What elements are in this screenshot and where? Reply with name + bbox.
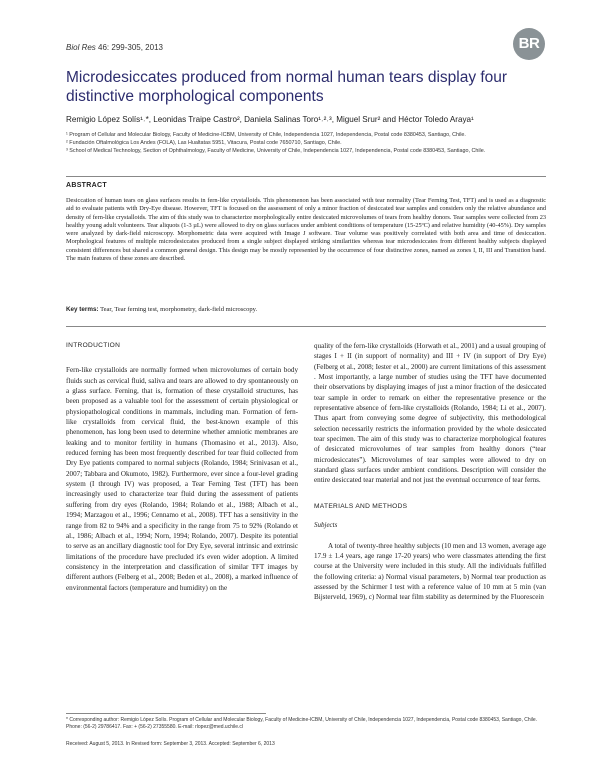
subjects-subheading: Subjects: [314, 521, 338, 530]
introduction-heading: INTRODUCTION: [66, 342, 121, 349]
keywords-text: Tear, Tear ferning test, morphometry, dark-field microscopy.: [100, 306, 258, 313]
divider-top: [66, 176, 546, 177]
journal-citation: [66, 43, 163, 52]
affiliations: [66, 131, 541, 155]
subjects-paragraph: A total of twenty-three healthy subjects (10 men and 13 women, average age 17.9 ± 1.4 years, age range 17-20 years) who were classmates attending the first course at the University were included in this study. All the individuals fulfilled the following criteria: a) Normal visual parameters, b) Normal tear production as assessed by the Schirmer I test with a reference value of 10 mm at 5 min (van Bijsterveld, 1969), c) Normal tear film stability as determined by the Fluorescein: [314, 541, 546, 602]
abstract-heading: ABSTRACT: [66, 182, 107, 189]
divider-abstract: [66, 326, 546, 327]
article-title: Microdesiccates produced from normal human tears display four distinctive morphological components: [66, 69, 508, 105]
author-list: Remigio López Solís¹˒*, Leonidas Traipe Castro², Daniela Salinas Toro¹˒²˒³, Miguel Srur² and Héctor Toledo Araya¹: [66, 115, 474, 124]
introduction-paragraph-2: quality of the fern-like crystalloids (Horwath et al., 2001) and a usual grouping of stages I + II (in support of normality) and III + IV (in support of Dry Eye) (Felberg et al., 2008; Iester et al., 2000) are current limitations of this assessment . Most importantly, a large number of studies using the TFT have documented their observations by displaying images of just a minor fraction of the desiccated tear sample in order to remark on either the representative presence or the representative absence of fern-like crystalloids (Rolando, 1984; Li et al., 2007). Thus apart from conveying some degree of subjectivity, this methodological selection necessarily restricts the information provided by the whole desiccated tear specimen. The aim of this study was to characterize morphological features of desiccated microvolumes of tear samples from healthy donors (“tear microdesiccates”). Microvolumes of tear samples were allowed to dry on standard glass surfaces under ambient conditions. Description will consider the entire desiccated tear material and not just the eventual occurrence of tear ferns.: [314, 342, 546, 485]
journal-volume-pages: 46: 299-305, 2013: [98, 43, 163, 52]
footnote-divider: [66, 713, 266, 714]
journal-name: Biol Res: [66, 43, 96, 52]
column-left: [66, 341, 298, 593]
journal-logo: BR: [513, 28, 545, 60]
affiliation-2: ² Fundación Oftalmológica Los Andes (FOLA), Las Hualtatas 5951, Vitacura, Postal code 7650710, Santiago, Chile.: [66, 140, 342, 146]
keywords: [66, 306, 546, 313]
methods-heading: MATERIALS AND METHODS: [314, 502, 408, 510]
submission-dates: Received: August 5, 2013. In Revised form: September 3, 2013. Accepted: September 6, 2013: [66, 741, 275, 747]
affiliation-1: ¹ Program of Cellular and Molecular Biology, Faculty of Medicine-ICBM, University of Chile, Independencia 1027, Independencia, Postal code 8380453, Santiago, Chile.: [66, 132, 466, 138]
column-right: [314, 341, 546, 603]
keywords-label: Key terms:: [66, 306, 99, 313]
introduction-paragraph-1: Fern-like crystalloids are normally formed when microvolumes of certain body fluids such as cervical fluid, saliva and tears are allowed to dry spontaneously on a glass surface. Ferning, that is, formation of these crystalloid structures, has been proposed as a valuable tool for the assessment of certain physiological or physiopathological conditions in mammals, including man. Formation of fern-like crystalloids from cervical fluid, the best-known example of this phenomenon, has long been used to determine whether amniotic membranes are leaking and to monitor fertility in humans (Thomasino et al., 2013). Also, reduced ferning has been most frequently described for tear fluid collected from Dry Eye patients compared to normal subjects (Rolando, 1984; Srinivasan et al., 2007; Tabbara and Okumoto, 1982). Furthermore, ever since a four-level grading system (I through IV) was proposed, a Tear Ferning Test (TFT) has been increasingly used to characterize tear fluid during the assessment of patients suffering from dry eyes (Rolando, 1984; Rolando et al., 1988; Albach et al., 1994; Marzagou et al., 1996; Cennamo et al., 2008). TFT has a sensitivity in the range from 82 to 94% and a specificity in the range from 75 to 92% (Rolando et al., 1986; Albach et al., 1994; Norn, 1994; Rolando, 2007). Despite its potential to serve as an ancillary diagnostic tool for Dry Eye, several intrinsic and extrinsic limitations of the procedure have precluded it's even wider adoption. A limited consistency in the interpretation and classification of similar TFT images by different authors (Felberg et al., 2008; Beden et al., 2008), a marked influence of environmental factors (temperature and humidity) on the: [66, 366, 298, 592]
corresponding-author-footnote: * Corresponding author: Remigio López Solís. Program of Cellular and Molecular Biology, Faculty of Medicine-ICBM, University of Chile, Independencia 1027, Independencia, Postal code 8380453, Santiago, Chile. Phone: (56-2) 29786417. Fax: + (56-2) 27355580. E-mail: rlopez@med.uchile.cl: [66, 717, 538, 730]
abstract-text: Desiccation of human tears on glass surfaces results in fern-like crystalloids. This phenomenon has been associated with tear normality (Tear Ferning Test, TFT) and is used as a diagnostic aid to evaluate patients with Dry-Eye disease. However, TFT is focused on the assessment of only a minor fraction of desiccated tear samples and considers only the relative abundance and density of fern-like crystalloids. The aim of this study was to characterize morphologically entire desiccated microvolumes of tears from healthy donors. Tear samples were collected from 23 healthy young adult volunteers. Tear aliquots (1-3 µL) were allowed to dry on glass surfaces under ambient conditions of temperature (15-25ºC) and relative humidity (40-45%). Dry samples were analyzed by dark-field microscopy. Morphometric data were acquired with Image J software. Tear volume was positively correlated with both area and time of desiccation. Morphological features of multiple microdesiccates produced from a single subject displayed striking similarities whereas tear microdesiccates from different healthy subjects displayed consistent differences but shared a common general design. This design may be mostly represented by the occurrence of four distinctive zones, named as zones I, II, III and Transition band. The main features of these zones are described.: [66, 197, 546, 263]
affiliation-3: ³ School of Medical Technology, Section of Ophthalmology, Faculty of Medicine, University of Chile, Independencia 1027, Independencia, Postal code 8380453, Santiago, Chile.: [66, 148, 486, 154]
